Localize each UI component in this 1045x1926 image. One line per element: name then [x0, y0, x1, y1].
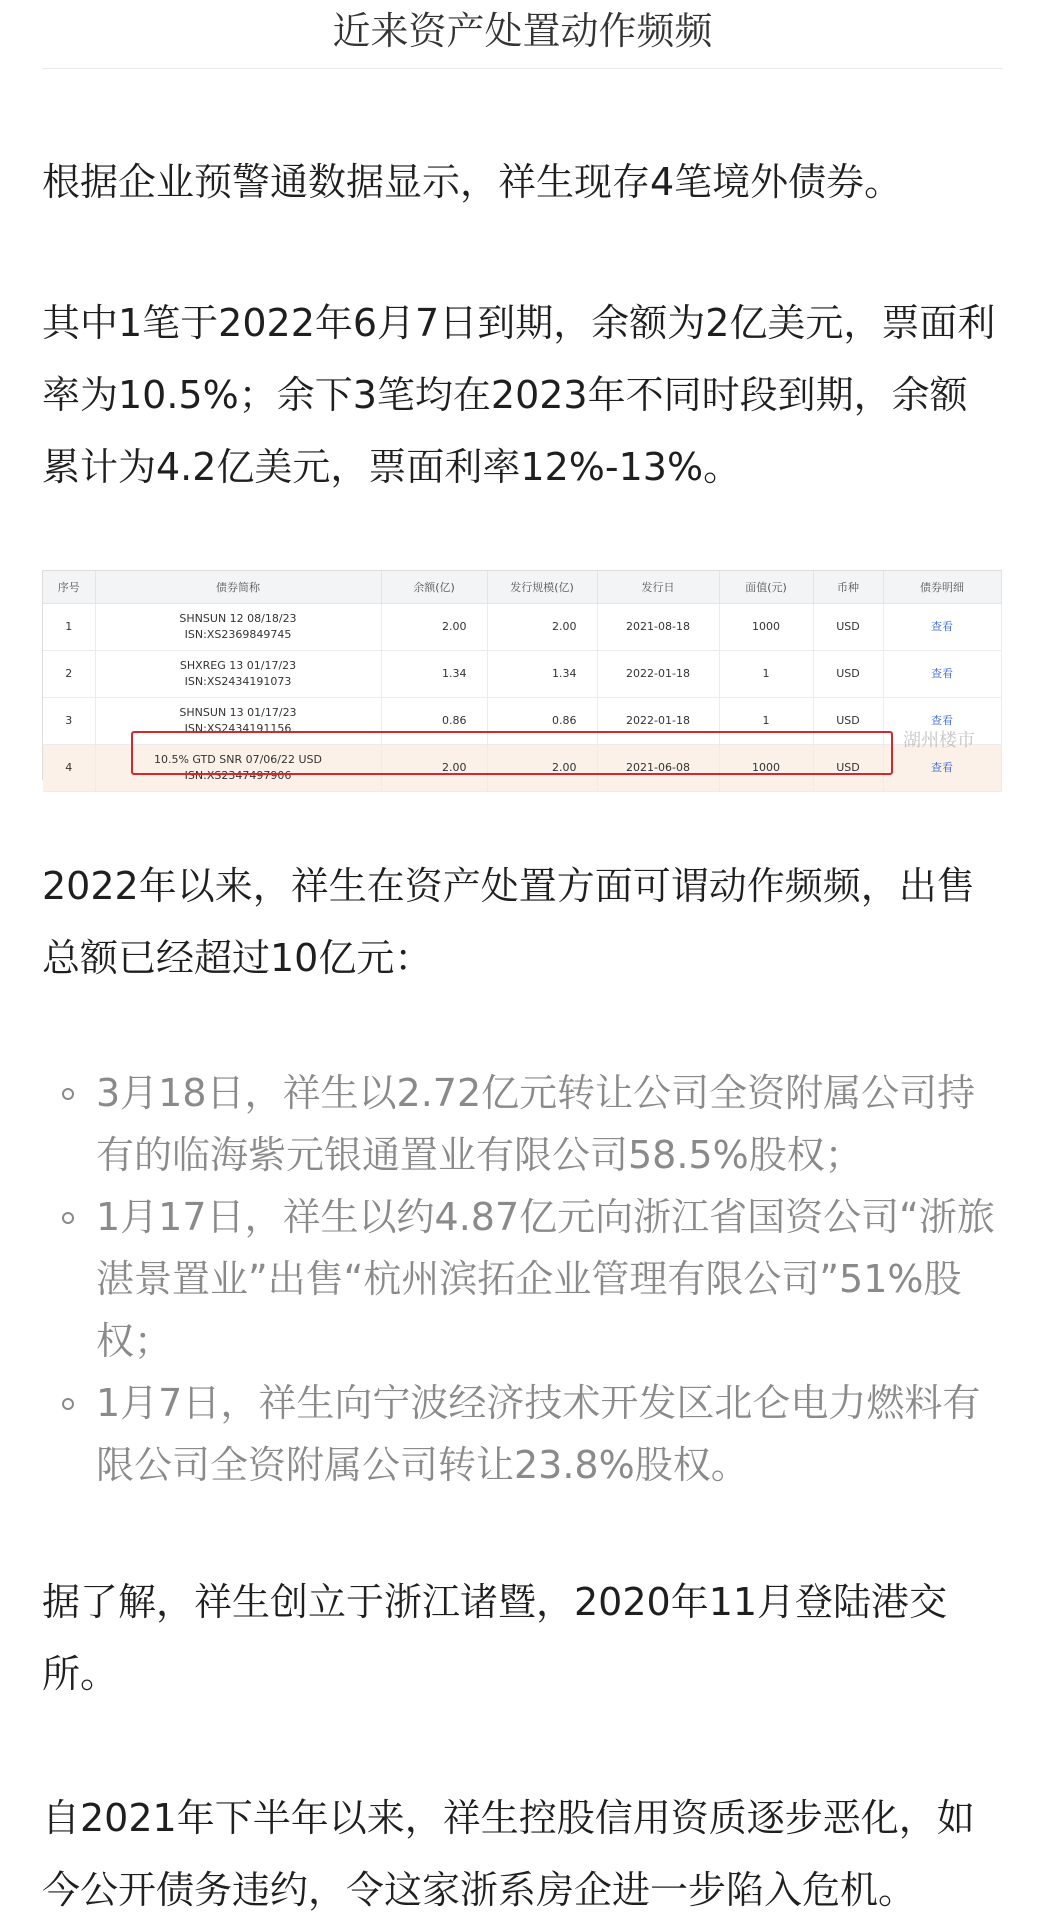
bullet-circle-icon	[62, 1088, 74, 1100]
cell-balance: 2.00	[381, 604, 487, 651]
view-detail-link[interactable]: 查看	[883, 745, 1001, 792]
cell-currency: USD	[813, 745, 883, 792]
cell-no: 3	[43, 698, 95, 745]
table-row	[43, 651, 1001, 698]
list-item-text: 1月17日，祥生以约4.87亿元向浙江省国资公司“浙旅湛景置业”出售“杭州滨拓企业管理有限公司”51%股权；	[96, 1195, 995, 1363]
table-row	[43, 604, 1001, 651]
table-header-row	[43, 571, 1001, 604]
cell-no: 4	[43, 745, 95, 792]
bond-isin: ISN:XS2347497906	[184, 769, 292, 782]
cell-balance: 1.34	[381, 651, 487, 698]
cell-size: 2.00	[487, 604, 597, 651]
paragraph-asset-disposal: 2022年以来，祥生在资产处置方面可谓动作频频，出售总额已经超过10亿元：	[42, 864, 975, 980]
cell-currency: USD	[813, 698, 883, 745]
paragraph-bond-details: 其中1笔于2022年6月7日到期，余额为2亿美元，票面利率为10.5%；余下3笔均在2023年不同时段到期，余额累计为4.2亿美元，票面利率12%-13%。	[42, 301, 996, 489]
header-face: 面值(元)	[719, 571, 813, 604]
bond-isin: ISN:XS2434191156	[184, 722, 292, 735]
cell-date: 2021-08-18	[597, 604, 719, 651]
cell-face: 1000	[719, 745, 813, 792]
view-detail-link[interactable]: 查看	[883, 698, 1001, 745]
paragraph-company-background: 据了解，祥生创立于浙江诸暨，2020年11月登陆港交所。	[42, 1580, 948, 1696]
cell-face: 1000	[719, 604, 813, 651]
list-item-text: 3月18日，祥生以2.72亿元转让公司全资附属公司持有的临海紫元银通置业有限公司58.5%股权；	[96, 1071, 976, 1177]
header-currency: 币种	[813, 571, 883, 604]
section-title: 近来资产处置动作频频	[42, 0, 1003, 69]
view-detail-link[interactable]: 查看	[883, 604, 1001, 651]
cell-face: 1	[719, 651, 813, 698]
cell-size: 0.86	[487, 698, 597, 745]
list-item	[42, 1062, 1003, 1186]
header-no: 序号	[43, 571, 95, 604]
cell-size: 2.00	[487, 745, 597, 792]
bullet-circle-icon	[62, 1212, 74, 1224]
highlight-box	[131, 731, 893, 775]
list-item	[42, 1186, 1003, 1372]
bond-name: SHXREG 13 01/17/23	[179, 659, 297, 672]
header-name: 债券简称	[95, 571, 381, 604]
bond-isin: ISN:XS2434191073	[184, 675, 292, 688]
bond-table-image	[42, 570, 1002, 780]
watermark: 湖州楼市	[903, 730, 975, 751]
cell-balance: 2.00	[381, 745, 487, 792]
cell-currency: USD	[813, 604, 883, 651]
bond-name: SHNSUN 12 08/18/23	[179, 612, 297, 625]
list-item	[42, 1372, 1003, 1496]
bullet-circle-icon	[62, 1398, 74, 1410]
bond-isin: ISN:XS2369849745	[184, 628, 292, 641]
cell-size: 1.34	[487, 651, 597, 698]
cell-name	[95, 604, 381, 651]
bond-name: SHNSUN 13 01/17/23	[179, 706, 297, 719]
cell-date: 2021-06-08	[597, 745, 719, 792]
header-detail: 债券明细	[883, 571, 1001, 604]
bond-name: 10.5% GTD SNR 07/06/22 USD	[153, 753, 322, 766]
cell-no: 1	[43, 604, 95, 651]
cell-currency: USD	[813, 651, 883, 698]
view-detail-link[interactable]: 查看	[883, 651, 1001, 698]
cell-balance: 0.86	[381, 698, 487, 745]
header-size: 发行规模(亿)	[487, 571, 597, 604]
cell-date: 2022-01-18	[597, 651, 719, 698]
paragraph-credit-deterioration: 自2021年下半年以来，祥生控股信用资质逐步恶化，如今公开债务违约，令这家浙系房企进一步陷入危机。	[42, 1796, 975, 1912]
cell-face: 1	[719, 698, 813, 745]
cell-date: 2022-01-18	[597, 698, 719, 745]
cell-name	[95, 651, 381, 698]
header-balance: 余额(亿)	[381, 571, 487, 604]
list-item-text: 1月7日，祥生向宁波经济技术开发区北仑电力燃料有限公司全资附属公司转让23.8%股权。	[96, 1381, 981, 1487]
header-date: 发行日	[597, 571, 719, 604]
disposal-list	[42, 1062, 1003, 1496]
cell-no: 2	[43, 651, 95, 698]
paragraph-bond-count: 根据企业预警通数据显示，祥生现存4笔境外债券。	[42, 160, 903, 204]
